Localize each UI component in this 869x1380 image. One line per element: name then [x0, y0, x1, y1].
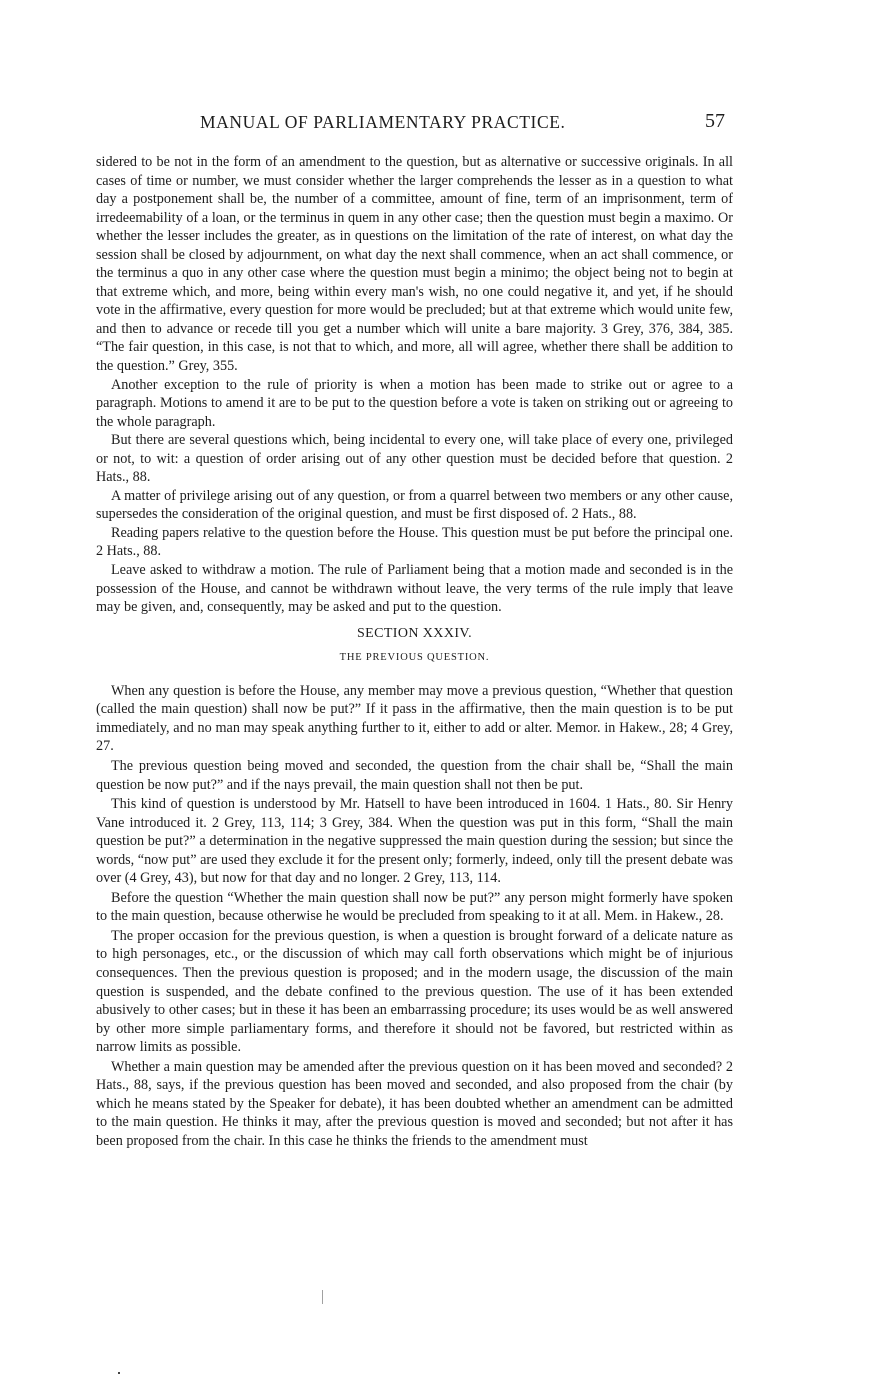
- section-heading: SECTION XXXIV.: [356, 625, 472, 641]
- paragraph: Another exception to the rule of priority is when a motion has been made to strike out or agree to a paragraph. Motions to amend it are to be put to the question before a vote is taken on striking out or agreeing to the whole paragraph.: [96, 376, 733, 430]
- page-number: 57: [705, 110, 725, 132]
- section-subheading: THE PREVIOUS QUESTION.: [339, 652, 490, 664]
- paragraph: The proper occasion for the previous question, is when a question is brought forward of a delicate nature as to high personages, etc., or the discussion of which may call forth observations which might be of injurious consequences. Then the previous question is proposed; and in the modern usage, the discussion of the main question is suspended, and the debate confined to the previous question. The use of it has been extended abusively to other cases; but in these it has been an embarrassing procedure; its uses would be as well answered by other more simple parliamentary forms, and therefore it should not be favored, but restricted within as narrow limits as possible.: [96, 927, 733, 1056]
- section-body: [96, 682, 733, 1151]
- paragraph-continued: sidered to be not in the form of an amendment to the question, but as alternative or successive originals. In all cases of time or number, we must consider whether the larger comprehends the lesser as in a question to what day a postponement shall be, the number of a committee, amount of fine, term of an imprisonment, term of irredeemability of a loan, or the terminus in quem in any other case; then the question must begin a maximo. Or whether the lesser includes the greater, as in questions on the limitation of the rate of interest, on what day the session shall be closed by adjournment, on what day the next shall commence, when an act shall commence, or the terminus a quo in any other case where the question must begin a minimo; the object being not to begin at that extreme which, and more, being within every man's wish, no one could negative it, and yet, if he should vote in the affirmative, every question for more would be precluded; but at that extreme which would unite few, and then to advance or recede till you get a number which will unite a bare majority. 3 Grey, 376, 384, 385. “The fair question, in this case, is not that to which, and more, all will agree, whether there shall be addition to the question.” Grey, 355.: [96, 154, 733, 375]
- page-body: [96, 153, 733, 1150]
- paragraph: This kind of question is understood by Mr. Hatsell to have been introduced in 1604. 1 Hats., 80. Sir Henry Vane introduced it. 2 Grey, 113, 114; 3 Grey, 384. When the question was put in this form, “Shall the main question be put?” a determination in the negative suppressed the main question during the session; but since the words, “now put” are used they exclude it for the present only; formerly, indeed, only till the present debate was over (4 Grey, 43), but now for that day and no longer. 2 Grey, 113, 114.: [96, 796, 733, 887]
- paragraph: The previous question being moved and seconded, the question from the chair shall be, “Shall the main question be now put?” and if the nays prevail, the main question shall not then be put.: [96, 757, 733, 793]
- paragraph: But there are several questions which, being incidental to every one, will take place of every one, privileged or not, to wit: a question of order arising out of any other question must be decided before that question. 2 Hats., 88.: [96, 432, 733, 486]
- paragraph: Whether a main question may be amended after the previous question on it has been moved and seconded? 2 Hats., 88, says, if the previous question has been moved and seconded, and also proposed from the chair (by which he means stated by the Speaker for debate), it has been doubted whether an amendment can be admitted to the main question. He thinks it may, after the previous question is moved and seconded; but not after it has been proposed from the chair. In this case he thinks the friends to the amendment must: [96, 1058, 733, 1149]
- running-head: MANUAL OF PARLIAMENTARY PRACTICE.: [200, 112, 566, 132]
- paragraph: Leave asked to withdraw a motion. The rule of Parliament being that a motion made and seconded is in the possession of the House, and cannot be withdrawn without leave, the very terms of the rule imply that leave may be given, and, consequently, may be asked and put to the question.: [96, 562, 733, 616]
- scan-speck: [322, 1290, 323, 1304]
- paragraph: Before the question “Whether the main question shall now be put?” any person might formerly have spoken to the main question, because otherwise he would be precluded from speaking to it at all. Mem. in Hakew., 28.: [96, 889, 733, 925]
- scan-speck: [118, 1372, 120, 1374]
- paragraph: Reading papers relative to the question before the House. This question must be put before the principal one. 2 Hats., 88.: [96, 524, 733, 560]
- paragraph: When any question is before the House, any member may move a previous question, “Whether that question (called the main question) shall now be put?” If it pass in the affirmative, then the main question is to be put immediately, and no man may speak anything further to it, either to add or alter. Memor. in Hakew., 28; 4 Grey, 27.: [96, 682, 733, 755]
- paragraph: A matter of privilege arising out of any question, or from a quarrel between two members or any other cause, supersedes the consideration of the original question, and must be first disposed of. 2 Hats., 88.: [96, 487, 733, 523]
